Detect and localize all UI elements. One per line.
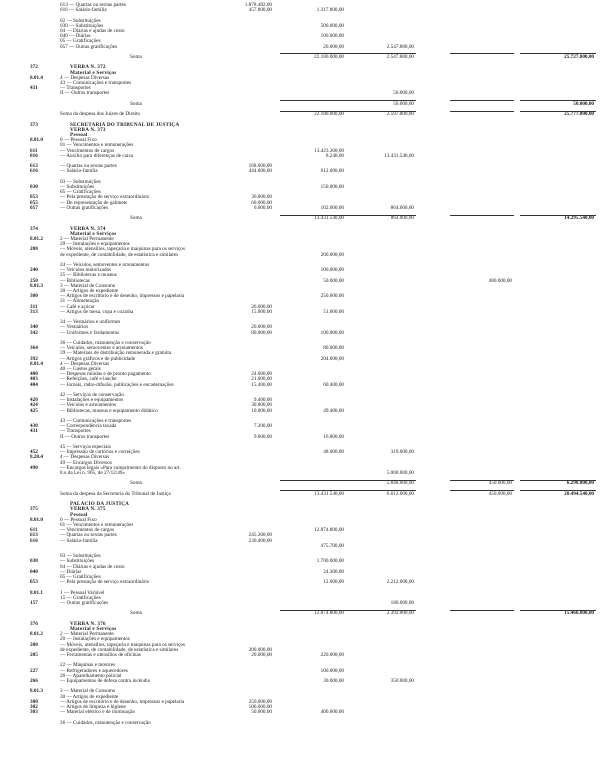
amount-col-2: 12.000,00 <box>323 579 344 586</box>
code-cell: 490 <box>30 464 38 471</box>
amount-col-2: 30.000,00 <box>323 678 344 684</box>
description-cell: — Ferramentas e utensílios de oficinas <box>60 652 141 658</box>
description-cell: 20 — Instalações e equipamentos <box>60 636 130 643</box>
amount-col-2: 22.180.000,00 <box>314 54 344 60</box>
amount-col-1: 26.000,00 <box>251 303 272 310</box>
description-cell: — Veículos, semoventes e arreiamentos <box>60 345 143 352</box>
description-cell: Material e Serviços <box>70 69 117 76</box>
description-cell: 03 — Substituições <box>60 178 101 185</box>
amount-col-3: 864.000,00 <box>390 204 414 211</box>
description-cell: — Jornais, rádio-difusão, publicações e encadernações <box>60 381 174 388</box>
code-cell: 240 <box>30 267 38 274</box>
description-cell: — Substituições <box>60 184 95 190</box>
description-cell: 4 — Despesas Diversas <box>60 360 110 367</box>
description-cell: 40 — Gastos gerais <box>60 366 101 372</box>
sum-rule <box>350 100 416 101</box>
sum-rule <box>350 215 416 216</box>
sum-rule <box>520 111 596 112</box>
code-cell: 8.01.3 <box>30 282 43 289</box>
description-cell: 39 — Materiais de distribuição remunerada e gratuita <box>60 350 172 357</box>
code-cell: 311 <box>30 303 38 310</box>
description-cell: — Artigos gráficos e de publicidade <box>60 355 136 362</box>
ledger-row <box>0 720 600 727</box>
code-cell: 616 <box>30 537 38 544</box>
description-cell: 0 — Pessoal Fixo <box>60 516 97 523</box>
sum-rule <box>450 100 514 101</box>
description-cell: 36 — Cuidados, manutenção e conservação <box>60 340 151 346</box>
description-cell: Soma da despesa dos Juízes de Direito <box>60 111 141 118</box>
description-cell: — Móveis, utensílios, tapeçaria e máquinas para os serviços <box>60 246 186 253</box>
description-cell: Pessoal <box>70 511 88 518</box>
amount-col-2: 150.000,00 <box>320 184 344 190</box>
description-cell: — Quartas ou sextas partes <box>60 532 117 539</box>
code-cell: 8.01.1 <box>30 589 43 596</box>
code-cell: 424 <box>30 402 38 409</box>
description-cell: — Vencimentos de cargos <box>60 147 115 154</box>
code-cell: 373 <box>30 121 38 128</box>
description-cell: 3 — Material de Consumo <box>60 282 116 289</box>
amount-col-3: 6.612.000,00 <box>386 490 414 497</box>
code-cell: 8.01.2 <box>30 236 43 242</box>
sum-rule <box>280 610 350 611</box>
description-cell: 43 — Comunicações e transportes <box>60 418 132 424</box>
description-cell: — Substituições <box>60 558 95 565</box>
code-cell: 403 <box>30 376 38 383</box>
amount-col-1: 200.000,00 <box>248 646 272 653</box>
description-cell: 20 — Instalações e equipamentos <box>60 241 130 248</box>
description-cell: 36 — Cuidados, manutenção e conservação <box>60 719 151 726</box>
sum-rule <box>520 53 596 54</box>
description-cell: — Refeições, café e lanche <box>60 376 117 383</box>
description-cell: — Outras gratificações <box>60 204 109 211</box>
amount-col-4: 450.000,00 <box>488 490 512 497</box>
description-cell: — Quartas ou sextas partes <box>60 163 117 170</box>
code-cell: 040 <box>30 568 38 575</box>
code-cell: 611 <box>30 147 38 154</box>
amount-col-3: 350.000,00 <box>390 678 414 684</box>
amount-col-2: 51.000,00 <box>323 308 344 315</box>
code-cell: 611 <box>30 527 38 534</box>
description-cell: 030 — Substituições <box>60 22 104 29</box>
code-cell: 616 <box>30 168 38 175</box>
amount-col-2: 13.423.300,00 <box>314 147 344 154</box>
sum-rule <box>450 53 514 54</box>
code-cell: 372 <box>30 64 38 71</box>
amount-col-3: 13.431.540,00 <box>384 152 414 159</box>
code-cell: 430 <box>30 423 38 430</box>
description-cell: II — Outros transportes <box>60 90 110 97</box>
description-cell: Soma da despesa da Secretaria do Tribunal de Justiça <box>60 490 171 497</box>
description-cell: 4 — Despesas Diversas <box>60 74 110 81</box>
amount-col-2: 100.000,00 <box>320 329 344 336</box>
amount-col-2: 100.000,00 <box>320 33 344 40</box>
amount-col-3: 2.547.800,00 <box>386 54 414 60</box>
sum-rule <box>350 610 416 611</box>
description-cell: Material e Serviços <box>70 626 117 632</box>
description-cell: — Pela prestação de serviço extraordinário <box>60 194 150 201</box>
sum-rule <box>450 610 514 611</box>
sum-rule <box>520 100 596 101</box>
amount-col-3: 5.000.000,00 <box>386 470 414 476</box>
description-cell: VERBA N. 375 <box>70 506 106 513</box>
description-cell: 30 — Artigos de expediente <box>60 693 119 700</box>
code-cell: 250 <box>30 277 38 284</box>
code-cell: 030 <box>30 558 38 565</box>
description-cell: Soma <box>130 100 142 107</box>
description-cell: 01 — Vencimentos e remunerações <box>60 142 134 149</box>
code-cell: 376 <box>30 620 38 627</box>
description-cell: 03 — Substituições <box>60 553 101 560</box>
amount-col-total: 14.295.540,00 <box>564 215 594 222</box>
description-cell: VERBA N. 372 <box>70 64 106 71</box>
amount-col-3: 50.000,00 <box>393 100 414 107</box>
amount-col-2: 475.700,00 <box>320 542 344 549</box>
sum-rule <box>520 480 596 481</box>
amount-col-3: 180.000,00 <box>390 600 414 606</box>
amount-col-2: 49.400,00 <box>323 407 344 414</box>
sum-rule <box>450 480 514 481</box>
description-cell: 05 — Gratificações <box>60 189 101 196</box>
description-cell: Soma <box>130 215 142 222</box>
description-cell: 05 — Gratificações <box>60 38 101 45</box>
code-cell: 300 <box>30 698 38 705</box>
code-cell: 157 <box>30 600 38 606</box>
description-cell: — Café e açúcar <box>60 303 95 310</box>
amount-col-total: 20.494.540,00 <box>564 490 594 497</box>
description-cell: — Outras gratificações <box>60 600 109 606</box>
code-cell: 8.01.4 <box>30 360 43 367</box>
amount-col-2: 100.000,00 <box>320 667 344 674</box>
amount-col-3: 319.000,00 <box>390 449 414 456</box>
code-cell: 053 <box>30 579 38 586</box>
description-cell: 8.o da Lei n. 965, de 27/12/49» <box>60 470 125 476</box>
code-cell: 055 <box>30 199 38 206</box>
description-cell: 30 — Artigos de expediente <box>60 288 119 294</box>
description-cell: — Vestuários <box>60 324 89 331</box>
code-cell: 431 <box>30 428 38 435</box>
amount-col-1: 15.400,00 <box>251 381 272 388</box>
amount-col-2: 80.000,00 <box>323 345 344 352</box>
amount-col-2: 13.431.540,00 <box>314 490 344 497</box>
description-cell: Pessoal <box>70 132 88 138</box>
amount-col-1: 20.000,00 <box>251 652 272 658</box>
description-cell: 42 — Serviços de conservação <box>60 392 124 398</box>
description-cell: 3 — Material de Consumo <box>60 688 116 695</box>
description-cell: — Artigos de escritório e de desenho, impressos e papelaria <box>60 293 185 300</box>
description-cell: — Instalações e equipamentos <box>60 397 124 404</box>
sum-rule <box>280 100 350 101</box>
amount-col-1: 30.000,00 <box>251 402 272 409</box>
code-cell: 227 <box>30 667 38 674</box>
amount-col-2: 16.800,00 <box>323 433 344 440</box>
code-cell: 053 <box>30 194 38 201</box>
description-cell: 26 — Aparelhamento policial <box>60 672 122 679</box>
sum-rule <box>280 53 350 54</box>
code-cell: 425 <box>30 407 38 414</box>
description-cell: SECRETARIA DO TRIBUNAL DE JUSTIÇA <box>70 121 180 128</box>
description-cell: — Artigos de mesa, copa e cozinha <box>60 308 134 315</box>
description-cell: — Correspondência taxada <box>60 423 117 430</box>
code-cell: 057 <box>30 204 38 211</box>
sum-rule <box>280 480 350 481</box>
code-cell: 8.01.0 <box>30 516 43 523</box>
description-cell: 25 — Bibliotecas e museus <box>60 272 117 279</box>
amount-col-2: 100.000,00 <box>320 267 344 274</box>
code-cell: 420 <box>30 397 38 404</box>
code-cell: 8.20.4 <box>30 454 43 461</box>
description-cell: — Pela prestação de serviço extraordinário <box>60 579 150 586</box>
code-cell: 200 <box>30 641 38 648</box>
amount-col-1: 245.300,00 <box>248 532 272 539</box>
description-cell: PALÁCIO DA JUSTIÇA <box>70 501 130 508</box>
description-cell: 05 — Gratificações <box>60 574 101 580</box>
code-cell: 431 <box>30 85 38 92</box>
amount-col-total: 15.466.800,00 <box>564 610 594 617</box>
amount-col-2: 1.700.000,00 <box>316 558 344 565</box>
amount-col-2: 24.300,00 <box>323 568 344 575</box>
amount-col-1: 36.000,00 <box>251 194 272 201</box>
description-cell: VERBA N. 373 <box>70 126 106 133</box>
description-cell: — Material elétrico e de iluminação <box>60 709 136 716</box>
amount-col-total: 50.000,00 <box>573 100 594 107</box>
code-cell: 8.01.2 <box>30 631 43 638</box>
description-cell: VERBA N. 376 <box>70 620 106 627</box>
sum-rule <box>520 490 596 491</box>
description-cell: — Refrigeradores e aquecedores <box>60 667 128 674</box>
code-cell: 8.01.3 <box>30 688 43 695</box>
amount-col-2: 12.874.800,00 <box>314 610 344 617</box>
description-cell: 613 — Quartas ou sextas partes <box>60 2 126 8</box>
description-cell: — Encargos legais «Para cumprimento do disposto no art. <box>60 464 181 471</box>
sum-rule <box>450 490 514 491</box>
description-cell: 4 — Despesas Diversas <box>60 454 110 461</box>
amount-col-2: 200.000,00 <box>320 251 344 258</box>
code-cell: 392 <box>30 355 38 362</box>
description-cell: 02 — Substituições <box>60 17 101 24</box>
amount-col-4: 450.000,00 <box>488 480 512 487</box>
sum-rule <box>520 610 596 611</box>
description-cell: 1 — Pessoal Variável <box>60 589 105 596</box>
description-cell: 2 — Material Permanente <box>60 236 114 242</box>
amount-col-1: 457.800,00 <box>248 7 272 14</box>
amount-col-4: 480.000,00 <box>488 277 512 284</box>
amount-col-1: 230.400,00 <box>248 537 272 544</box>
code-cell: 302 <box>30 704 38 710</box>
code-cell: 613 <box>30 532 38 539</box>
amount-col-2: 220.000,00 <box>320 652 344 658</box>
amount-col-2: 400.000,00 <box>320 709 344 716</box>
amount-col-2: 20.000,00 <box>323 43 344 50</box>
description-cell: — Transportes <box>60 428 91 435</box>
amount-col-2: 204.000,00 <box>320 355 344 362</box>
sum-rule <box>450 111 514 112</box>
amount-col-2: 60.400,00 <box>323 381 344 388</box>
amount-col-1: 250.000,00 <box>248 698 272 705</box>
sum-rule <box>280 490 350 491</box>
amount-col-2: 250.000,00 <box>320 293 344 300</box>
amount-col-1: 10.000,00 <box>251 407 272 414</box>
amount-col-total: 6.298.000,00 <box>566 480 594 487</box>
amount-col-2: 1.317.800,00 <box>316 7 344 14</box>
code-cell: 613 <box>30 163 38 170</box>
amount-col-3: 50.000,00 <box>393 90 414 97</box>
sum-rule <box>350 480 416 481</box>
sum-rule <box>280 215 350 216</box>
description-cell: 040 — Diárias <box>60 33 91 40</box>
description-cell: 24 — Veículos, semoventes e arreiamentos <box>60 262 150 268</box>
description-cell: — Bibliotecas, museus e equipamento didático <box>60 407 158 414</box>
description-cell: 01 — Vencimentos e remunerações <box>60 522 134 528</box>
description-cell: 057 — Outras gratificações <box>60 43 118 50</box>
description-cell: — Veículos e arreiamentos <box>60 402 116 409</box>
description-cell: de expediente, de contabilidade, de estatística e similares <box>60 251 179 258</box>
amount-col-2: 13.431.540,00 <box>314 215 344 222</box>
description-cell: 45 — Serviços especiais <box>60 444 111 450</box>
code-cell: 364 <box>30 345 38 352</box>
description-cell: 616 — Salário-família <box>60 7 107 14</box>
code-cell: 374 <box>30 225 38 232</box>
amount-col-1: 6.000,00 <box>253 204 272 211</box>
amount-col-1: 9.400,00 <box>253 397 272 404</box>
code-cell: 8.01.4 <box>30 74 43 81</box>
amount-col-1: 168.000,00 <box>248 163 272 170</box>
code-cell: 300 <box>30 293 38 300</box>
amount-col-1: 20.000,00 <box>251 324 272 331</box>
amount-col-2: 22.180.000,00 <box>314 111 344 118</box>
description-cell: — Auxílio para diferenças de caixa <box>60 152 134 159</box>
sum-rule <box>280 111 350 112</box>
description-cell: — Bibliotecas <box>60 277 90 284</box>
description-cell: Soma <box>130 480 142 487</box>
amount-col-1: 1.878.482,00 <box>244 2 272 8</box>
amount-col-3: 2.547.800,00 <box>386 43 414 50</box>
amount-col-3: 2.597.800,00 <box>386 111 414 118</box>
description-cell: 04 — Diárias e ajudas de custo <box>60 28 125 34</box>
description-cell: 0 — Pessoal Fixo <box>60 137 97 144</box>
description-cell: 34 — Vestuários e uniformes <box>60 319 121 326</box>
amount-col-1: 24.000,00 <box>251 371 272 378</box>
description-cell: de expediente, de contabilidade, de estatística e similares <box>60 646 179 653</box>
amount-col-3: 864.000,00 <box>390 215 414 222</box>
amount-col-1: 444.000,00 <box>248 168 272 175</box>
code-cell: 016 <box>30 152 38 159</box>
description-cell: — Artigos de limpeza e higiene <box>60 704 126 710</box>
description-cell: — Despesas miúdas e de pronto pagamento <box>60 371 151 378</box>
description-cell: — Salário-família <box>60 537 98 544</box>
amount-col-2: 12.874.800,00 <box>314 527 344 534</box>
description-cell: Soma <box>130 610 142 617</box>
description-cell: — Impressão de cartórios e correições <box>60 449 140 456</box>
code-cell: 340 <box>30 324 38 331</box>
sum-rule <box>450 215 514 216</box>
amount-col-total: 25.727.800,00 <box>564 54 594 60</box>
amount-col-1: 15.000,00 <box>251 308 272 315</box>
amount-col-2: 8.240,00 <box>325 152 344 159</box>
amount-col-3: 5.848.000,00 <box>386 480 414 487</box>
description-cell: — Equipamentos de defesa contra incêndio <box>60 678 151 684</box>
description-cell: 43 — Comunicações e transportes <box>60 80 132 86</box>
amount-col-1: 50.000,00 <box>251 709 272 716</box>
description-cell: — Salário-família <box>60 168 98 175</box>
code-cell: 342 <box>30 329 38 336</box>
amount-col-2: 500.000,00 <box>320 22 344 29</box>
code-cell: 452 <box>30 449 38 456</box>
amount-col-1: 9.600,00 <box>253 433 272 440</box>
amount-col-1: 60.000,00 <box>251 199 272 206</box>
amount-col-1: 100.000,00 <box>248 704 272 710</box>
code-cell: 030 <box>30 184 38 190</box>
sum-rule <box>350 53 416 54</box>
code-cell: 404 <box>30 381 38 388</box>
amount-col-2: 102.000,00 <box>320 204 344 211</box>
amount-col-1: 21.000,00 <box>251 376 272 383</box>
description-cell: VERBA N. 374 <box>70 225 106 232</box>
description-cell: — Artigos de escritório e de desenho, impressos e papelaria <box>60 698 185 705</box>
code-cell: 200 <box>30 246 38 253</box>
description-cell: 04 — Diárias e ajudas de custo <box>60 563 125 570</box>
description-cell: 2 — Material Permanente <box>60 631 114 638</box>
code-cell: 205 <box>30 652 38 658</box>
description-cell: II — Outros transportes <box>60 433 110 440</box>
amount-col-3: 2.212.000,00 <box>386 579 414 586</box>
code-cell: 8.01.0 <box>30 137 43 144</box>
description-cell: — Uniformes e fardamentos <box>60 329 120 336</box>
description-cell: — Vencimentos de cargos <box>60 527 115 534</box>
description-cell: Soma <box>130 54 142 60</box>
description-cell: — Transportes <box>60 85 91 92</box>
code-cell: 400 <box>30 371 38 378</box>
amount-col-2: 612.000,00 <box>320 168 344 175</box>
description-cell: 31 — Alimentação <box>60 298 100 305</box>
sum-rule <box>350 490 416 491</box>
amount-col-total: 25.777.800,00 <box>564 111 594 118</box>
amount-col-1: 80.000,00 <box>251 329 272 336</box>
sum-rule <box>350 111 416 112</box>
description-cell: 22 — Máquinas e motores <box>60 662 116 669</box>
description-cell: Material e Serviços <box>70 230 117 237</box>
code-cell: 303 <box>30 709 38 716</box>
amount-col-3: 2.392.000,00 <box>386 610 414 617</box>
sum-rule <box>520 215 596 216</box>
description-cell: — Móveis, utensílios, tapeçaria e máquinas para os serviços <box>60 641 186 648</box>
amount-col-1: 7.200,00 <box>253 423 272 430</box>
code-cell: 313 <box>30 308 38 315</box>
description-cell: — De representação de gabinete <box>60 199 128 206</box>
description-cell: — Veículos motorizados <box>60 267 112 274</box>
amount-col-2: 50.000,00 <box>323 277 344 284</box>
code-cell: 375 <box>30 506 38 513</box>
description-cell: 15 — Gratificações <box>60 594 101 601</box>
code-cell: 266 <box>30 678 38 684</box>
amount-col-2: 48.000,00 <box>323 449 344 456</box>
description-cell: — Diárias <box>60 568 82 575</box>
description-cell: 49 — Encargos Diversos <box>60 459 112 466</box>
